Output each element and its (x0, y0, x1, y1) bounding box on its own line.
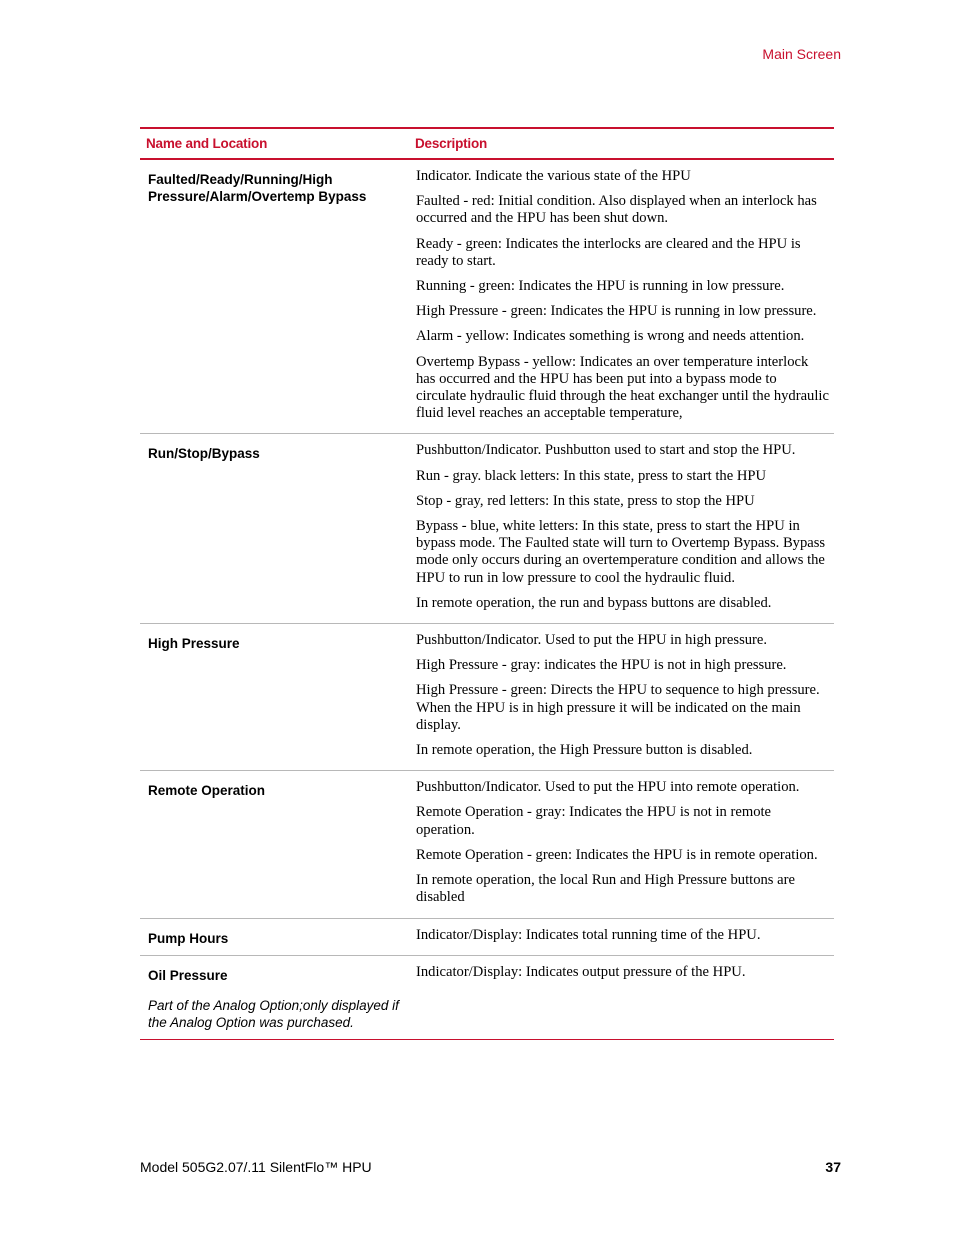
description-paragraph: Faulted - red: Initial condition. Also displayed when an interlock has occurred and the HPU has been shut down. (416, 193, 817, 227)
name-cell (140, 919, 416, 955)
description-cell (416, 771, 834, 917)
description-paragraph: Run - gray. black letters: In this state, press to start the HPU (416, 467, 767, 484)
description-paragraph: Pushbutton/Indicator. Pushbutton used to start and stop the HPU. (416, 442, 796, 459)
item-name: Faulted/Ready/Running/High Pressure/Alarm/Overtemp Bypass (148, 172, 367, 204)
table-row (140, 624, 834, 771)
description-paragraph: Running - green: Indicates the HPU is running in low pressure. (416, 278, 785, 295)
description-cell (416, 956, 834, 1039)
description-paragraph: Pushbutton/Indicator. Used to put the HPU into remote operation. (416, 779, 800, 796)
description-paragraph: In remote operation, the High Pressure button is disabled. (416, 742, 753, 759)
description-paragraph: Overtemp Bypass - yellow: Indicates an over temperature interlock has occurred and the HPU has been put into a bypass mode to circulate hydraulic fluid through the heat exchanger until the hydraulic fluid level reaches an acceptable temperature, (416, 353, 829, 422)
description-paragraph: High Pressure - green: Indicates the HPU is running in low pressure. (416, 303, 817, 320)
description-paragraph: Ready - green: Indicates the interlocks are cleared and the HPU is ready to start. (416, 235, 801, 269)
running-header: Main Screen (762, 46, 841, 62)
description-paragraph: High Pressure - gray: indicates the HPU is not in high pressure. (416, 657, 787, 674)
description-cell (416, 434, 834, 623)
name-cell (140, 160, 416, 433)
description-cell (416, 919, 834, 955)
table-row (140, 919, 834, 956)
name-cell (140, 434, 416, 623)
footer-model: Model 505G2.07/.11 SilentFlo™ HPU (140, 1159, 372, 1175)
name-cell (140, 771, 416, 917)
table-row (140, 434, 834, 624)
column-header-description: Description (415, 136, 488, 151)
description-table (140, 127, 834, 1040)
table-body (140, 160, 834, 1039)
column-header-name: Name and Location (146, 136, 268, 151)
description-paragraph: Indicator/Display: Indicates total running time of the HPU. (416, 926, 761, 943)
item-note: Part of the Analog Option;only displayed if the Analog Option was purchased. (148, 997, 399, 1030)
description-paragraph: Remote Operation - green: Indicates the HPU is in remote operation. (416, 846, 818, 863)
table-row (140, 771, 834, 918)
description-paragraph: Remote Operation - gray: Indicates the HPU is not in remote operation. (416, 804, 772, 838)
item-name: Oil Pressure (148, 967, 228, 983)
page-number: 37 (825, 1159, 841, 1175)
item-name: High Pressure (148, 636, 240, 652)
description-paragraph: Bypass - blue, white letters: In this state, press to start the HPU in bypass mode. The Faulted state will turn to Overtemp Bypass. Bypass mode only occurs during an overtemperature condition and allows the HPU to run in low pressure to cool the hydraulic fluid. (416, 518, 826, 586)
description-paragraph: In remote operation, the run and bypass buttons are disabled. (416, 594, 772, 611)
name-cell (140, 624, 416, 770)
table-header (140, 129, 834, 160)
description-paragraph: Indicator. Indicate the various state of the HPU (416, 168, 691, 184)
description-paragraph: Indicator/Display: Indicates output pressure of the HPU. (416, 963, 746, 980)
description-paragraph: High Pressure - green: Directs the HPU to sequence to high pressure. When the HPU is in high pressure it will be indicated on the main display. (416, 682, 820, 733)
table-row (140, 160, 834, 434)
table-row (140, 956, 834, 1039)
description-paragraph: Stop - gray, red letters: In this state, press to stop the HPU (416, 492, 755, 509)
description-paragraph: Alarm - yellow: Indicates something is wrong and needs attention. (416, 328, 805, 345)
description-cell (416, 624, 834, 770)
name-cell (140, 956, 416, 1039)
description-paragraph: Pushbutton/Indicator. Used to put the HPU in high pressure. (416, 632, 768, 649)
item-name: Pump Hours (148, 930, 229, 946)
description-cell (416, 160, 834, 433)
item-name: Remote Operation (148, 783, 266, 799)
description-paragraph: In remote operation, the local Run and High Pressure buttons are disabled (416, 872, 795, 906)
item-name: Run/Stop/Bypass (148, 446, 260, 462)
